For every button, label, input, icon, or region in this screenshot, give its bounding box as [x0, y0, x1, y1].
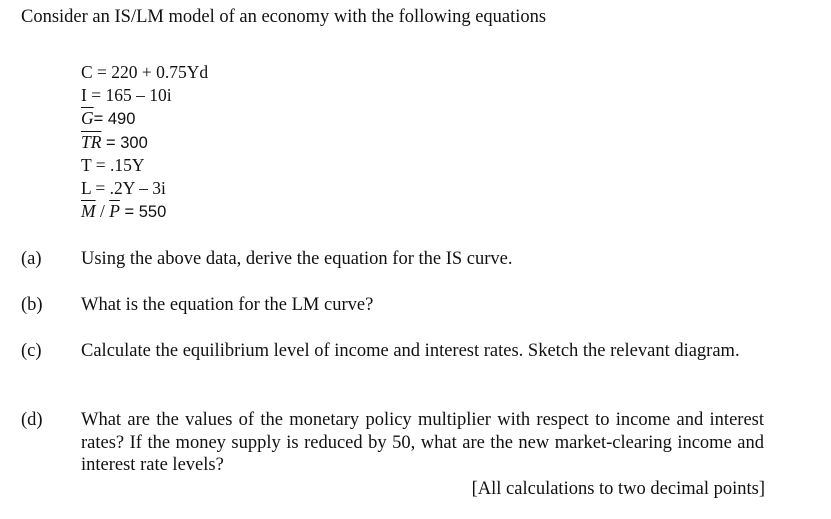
transfers-symbol: $\overline{TR}$	[81, 132, 102, 152]
tax-equation: T = .15Y	[81, 155, 145, 175]
question-d-text: What are the values of the monetary policy multiplier with respect to income and interest rates? If the money supply is reduced by 50, what are the new market-clearing income and interest rate levels?	[81, 410, 764, 475]
money-demand-equation: L = .2Y – 3i	[81, 178, 166, 198]
calculation-note: [All calculations to two decimal points]	[471, 479, 765, 499]
government-spending-equation	[81, 107, 135, 130]
government-value: = 490	[93, 110, 136, 128]
question-d-label: (d)	[21, 410, 43, 430]
question-b-text: What is the equation for the LM curve?	[81, 295, 374, 315]
consumption-equation: C = 220 + 0.75Yd	[81, 62, 209, 82]
question-a-text: Using the above data, derive the equation for the IS curve.	[81, 249, 513, 269]
question-a-label: (a)	[21, 249, 42, 269]
transfers-value: = 300	[101, 134, 148, 152]
intro-text: Consider an IS/LM model of an economy with the following equations	[21, 7, 547, 27]
investment-equation: I = 165 – 10i	[81, 85, 172, 105]
money-slash: /	[95, 201, 110, 221]
money-supply-value: = 550	[119, 203, 167, 221]
money-symbol: $\overline{M}$	[81, 201, 96, 221]
money-supply-equation	[81, 200, 166, 223]
price-symbol: $\overline{P}$	[109, 201, 120, 221]
question-c-text: Calculate the equilibrium level of income and interest rates. Sketch the relevant diagram.	[81, 341, 740, 361]
question-c-label: (c)	[21, 341, 42, 361]
government-symbol: $\overline{G}$	[81, 108, 94, 128]
transfers-equation	[81, 131, 148, 154]
question-b-label: (b)	[21, 295, 43, 315]
